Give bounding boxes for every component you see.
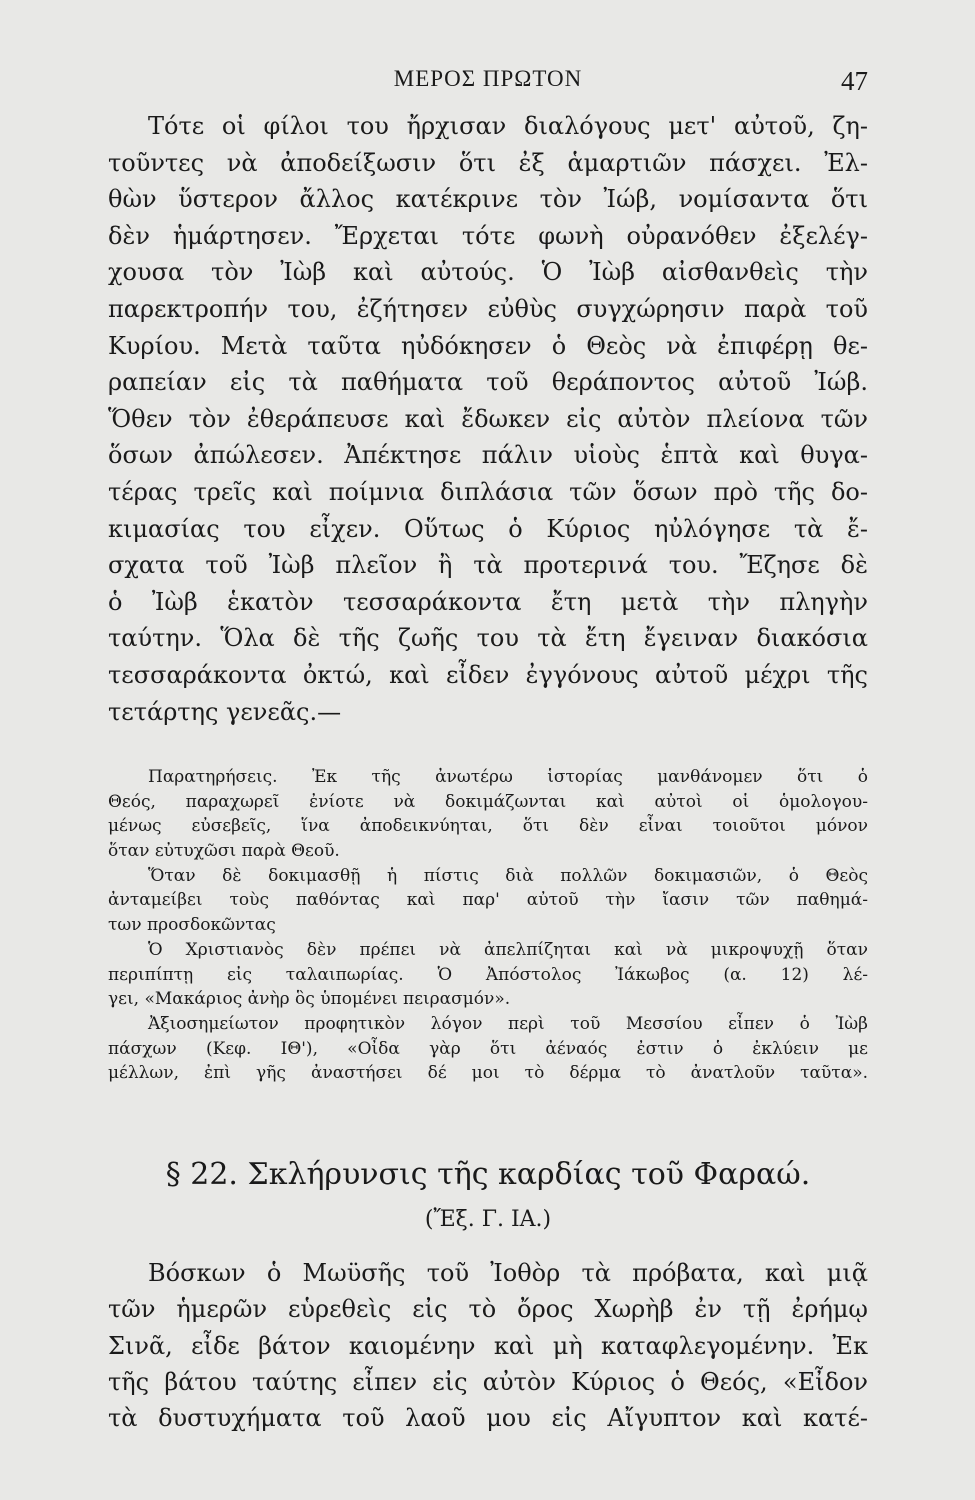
running-title: ΜΕΡΟΣ ΠΡΩΤΟΝ	[393, 66, 583, 91]
story-paragraph	[108, 1255, 868, 1436]
note-line: ἀνταμείβει τοὺς παθόντας καὶ παρ' αὐτοῦ τὴν ἴασιν τῶν παθημά-	[108, 890, 868, 911]
text-line: θὼν ὕστερον ἄλλος κατέκρινε τὸν Ἰώβ, νομίσαντα ὅτι	[108, 185, 868, 214]
running-head	[108, 66, 868, 106]
page-number: 47	[841, 66, 868, 96]
section-heading: § 22. Σκλήρυνσις τῆς καρδίας τοῦ Φαραώ.	[165, 1157, 811, 1192]
text-line: τετάρτης γενεᾶς.—	[108, 697, 342, 726]
note-line: Ἀξιοσημείωτον προφητικὸν λόγον περὶ τοῦ Μεσσίου εἶπεν ὁ Ἰὼβ	[148, 1013, 868, 1034]
text-line: τεσσαράκοντα ὀκτώ, καὶ εἶδεν ἐγγόνους αὐτοῦ μέχρι τῆς	[108, 660, 868, 689]
note-line: Παρατηρήσεις. Ἐκ τῆς ἀνωτέρω ἱστορίας μανθάνομεν ὅτι ὁ	[148, 767, 868, 787]
note-line: περιπίπτῃ εἰς ταλαιπωρίας. Ὁ Ἀπόστολος Ἰάκωβος (α. 12) λέ-	[108, 964, 868, 985]
notes-section	[108, 765, 868, 1086]
note-line: μένως εὐσεβεῖς, ἵνα ἀποδεικνύηται, ὅτι δὲν εἶναι τοιοῦτοι μόνον	[108, 816, 868, 837]
text-line: ταύτην. Ὅλα δὲ τῆς ζωῆς του τὰ ἔτη ἔγειναν διακόσια	[108, 624, 868, 653]
text-line: τῆς βάτου ταύτης εἶπεν εἰς αὐτὸν Κύριος ὁ Θεός, «Εἶδον	[108, 1367, 868, 1396]
note-line: ὅταν εὐτυχῶσι παρὰ Θεοῦ.	[108, 841, 340, 862]
section-reference: (Ἔξ. Γ. ΙΑ.)	[424, 1207, 552, 1232]
text-line: Κυρίου. Μετὰ ταῦτα ηὐδόκησεν ὁ Θεὸς νὰ ἐπιφέρῃ θε-	[108, 331, 868, 360]
text-line: Σινᾶ, εἶδε βάτον καιομένην καὶ μὴ καταφλεγομένην. Ἐκ	[108, 1331, 868, 1360]
text-line: ὁ Ἰὼβ ἑκατὸν τεσσαράκοντα ἔτη μετὰ τὴν πληγὴν	[108, 587, 868, 616]
note-line: Θεός, παραχωρεῖ ἐνίοτε νὰ δοκιμάζωνται καὶ αὐτοὶ οἱ ὁμολογου-	[108, 791, 868, 812]
note-line: μέλλων, ἐπὶ γῆς ἀναστήσει δέ μοι τὸ δέρμα τὸ ἀνατλοῦν ταῦτα».	[108, 1063, 868, 1084]
text-line: Βόσκων ὁ Μωϋσῆς τοῦ Ἰοθὸρ τὰ πρόβατα, καὶ μιᾷ	[148, 1259, 868, 1287]
text-line: τέρας τρεῖς καὶ ποίμνια διπλάσια τῶν ὅσων πρὸ τῆς δο-	[108, 477, 868, 506]
text-line: ὅσων ἀπώλεσεν. Ἀπέκτησε πάλιν υἱοὺς ἑπτὰ καὶ θυγα-	[108, 441, 868, 470]
text-line: τοῦντες νὰ ἀποδείξωσιν ὅτι ἐξ ἁμαρτιῶν πάσχει. Ἐλ-	[108, 148, 868, 177]
text-line: χουσα τὸν Ἰὼβ καὶ αὐτούς. Ὁ Ἰὼβ αἰσθανθεὶς τὴν	[108, 258, 868, 287]
text-line: σχατα τοῦ Ἰὼβ πλεῖον ἢ τὰ προτερινά του. Ἔζησε δὲ	[108, 551, 868, 580]
text-line: τῶν ἡμερῶν εὑρεθεὶς εἰς τὸ ὄρος Χωρὴβ ἐν τῇ ἐρήμῳ	[108, 1295, 868, 1324]
text-line: παρεκτροπήν του, ἐζήτησεν εὐθὺς συγχώρησιν παρὰ τοῦ	[108, 294, 868, 323]
note-line: Ὁ Χριστιανὸς δὲν πρέπει νὰ ἀπελπίζηται καὶ νὰ μικροψυχῇ ὅταν	[148, 939, 868, 960]
main-paragraph	[108, 108, 868, 730]
text-line: Τότε οἱ φίλοι του ἤρχισαν διαλόγους μετ' αὐτοῦ, ζη-	[148, 112, 868, 140]
text-line: κιμασίας του εἶχεν. Οὕτως ὁ Κύριος ηὐλόγησε τὰ ἔ-	[108, 514, 868, 543]
note-line: πάσχων (Κεφ. ΙΘ'), «Οἶδα γὰρ ὅτι ἀέναός ἐστιν ὁ ἐκλύειν με	[108, 1038, 868, 1059]
note-line: Ὅταν δὲ δοκιμασθῇ ἡ πίστις διὰ πολλῶν δοκιμασιῶν, ὁ Θεὸς	[148, 865, 868, 886]
text-line: τὰ δυστυχήματα τοῦ λαοῦ μου εἰς Αἴγυπτον καὶ κατέ-	[108, 1404, 868, 1433]
note-line: γει, «Μακάριος ἀνὴρ ὃς ὑπομένει πειρασμόν».	[108, 989, 511, 1010]
text-line: Ὅθεν τὸν ἐθεράπευσε καὶ ἔδωκεν εἰς αὐτὸν πλείονα τῶν	[108, 404, 868, 433]
text-line: δὲν ἡμάρτησεν. Ἔρχεται τότε φωνὴ οὐρανόθεν ἐξελέγ-	[108, 221, 868, 250]
note-line: των προσδοκῶντας	[108, 915, 276, 936]
text-line: ραπείαν εἰς τὰ παθήματα τοῦ θεράποντος αὐτοῦ Ἰώβ.	[108, 368, 868, 397]
